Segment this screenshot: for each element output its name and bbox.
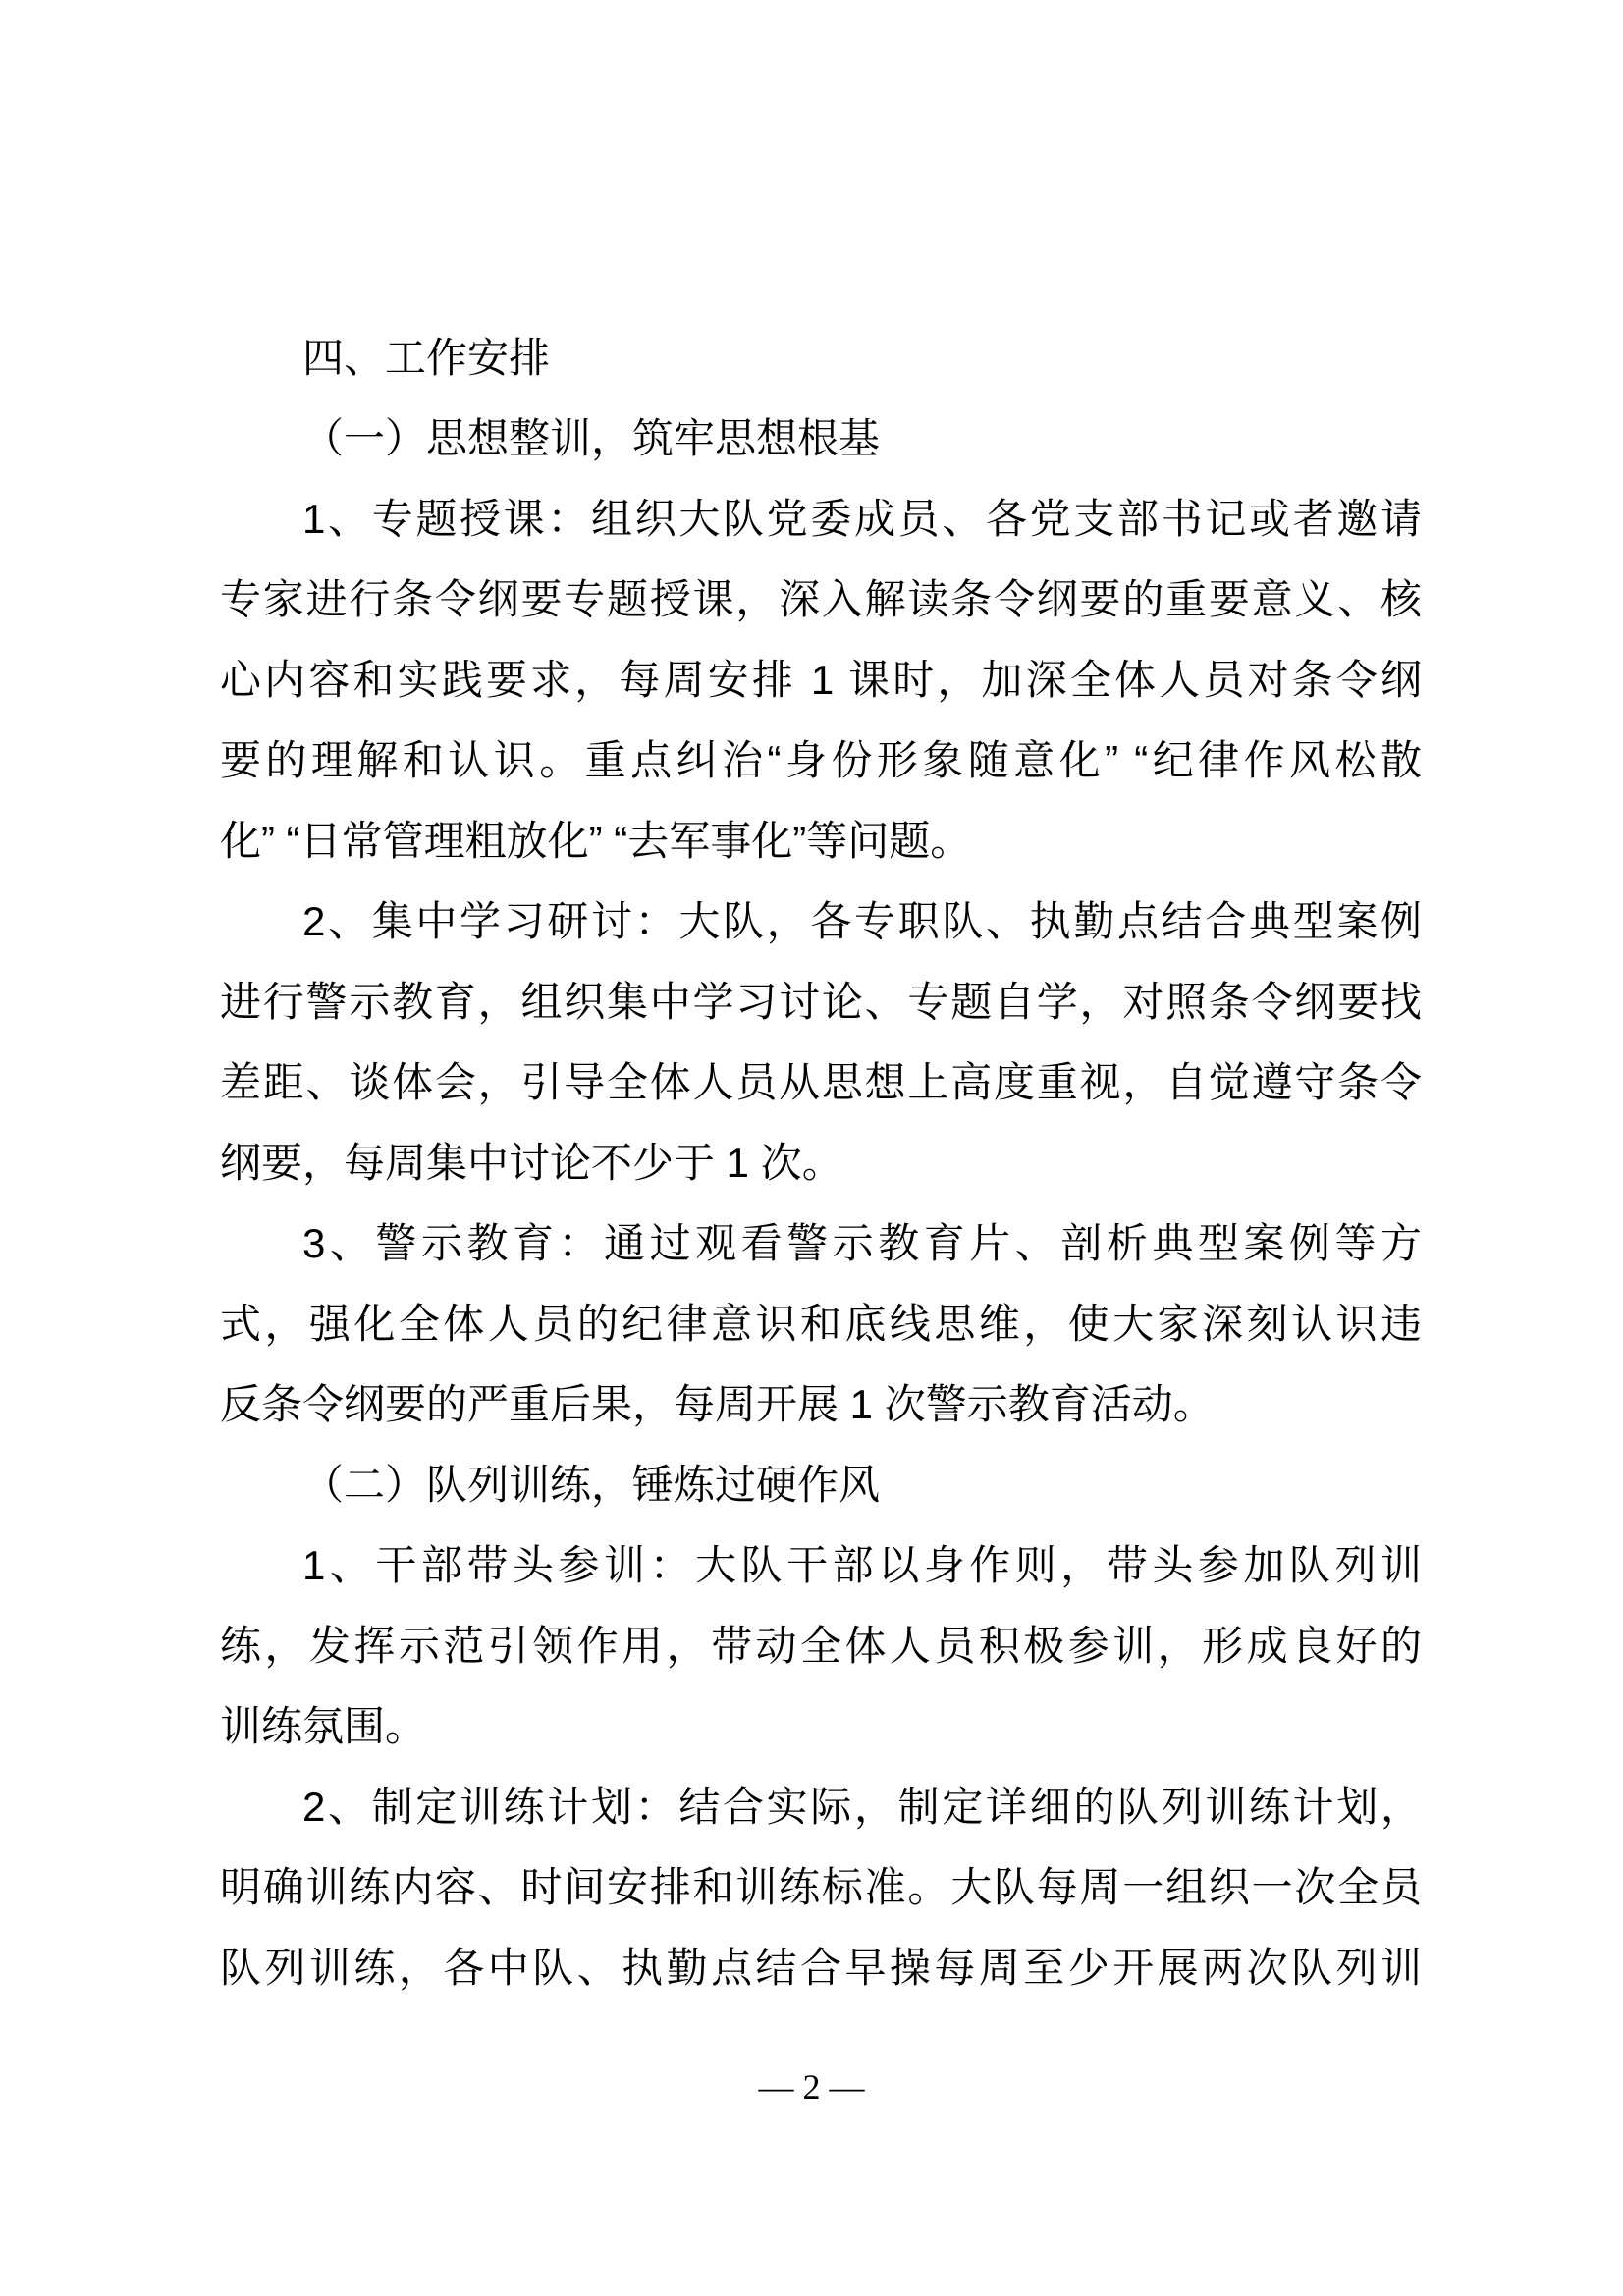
text-line-17: 练，发挥示范引领作用，带动全体人员积极参训，形成良好的 <box>220 1623 1422 1669</box>
text-line-18: 训练氛围。 <box>220 1703 427 1749</box>
text-line-21: 队列训练，各中队、执勤点结合早操每周至少开展两次队列训 <box>220 1945 1422 1991</box>
text-line-7: 化” “日常管理粗放化” “去军事化”等问题。 <box>220 818 972 864</box>
text-line-6: 要的理解和认识。重点纠治“身份形象随意化” “纪律作风松散 <box>220 737 1422 783</box>
text-line-12: 3、警示教育：通过观看警示教育片、剖析典型案例等方 <box>302 1220 1422 1266</box>
text-line-10: 差距、谈体会，引导全体人员从思想上高度重视，自觉遵守条令 <box>220 1059 1422 1105</box>
text-line-16: 1、干部带头参训：大队干部以身作则，带头参加队列训 <box>302 1542 1422 1588</box>
text-line-15: （二）队列训练，锤炼过硬作风 <box>302 1462 881 1508</box>
text-line-3: 1、专题授课：组织大队党委成员、各党支部书记或者邀请 <box>302 496 1422 542</box>
text-line-9: 进行警示教育，组织集中学习讨论、专题自学，对照条令纲要找 <box>220 979 1422 1025</box>
text-line-5: 心内容和实践要求，每周安排 1 课时，加深全体人员对条令纲 <box>220 657 1422 703</box>
text-line-4: 专家进行条令纲要专题授课，深入解读条令纲要的重要意义、核 <box>220 576 1422 622</box>
text-line-11: 纲要，每周集中讨论不少于 1 次。 <box>220 1140 843 1186</box>
text-line-20: 明确训练内容、时间安排和训练标准。大队每周一组织一次全员 <box>220 1864 1422 1910</box>
page-number: — 2 — <box>758 2067 865 2107</box>
text-line-2: （一）思想整训，筑牢思想根基 <box>302 415 881 461</box>
text-line-1: 四、工作安排 <box>302 335 551 381</box>
text-line-19: 2、制定训练计划：结合实际，制定详细的队列训练计划， <box>302 1784 1422 1830</box>
text-line-8: 2、集中学习研讨：大队，各专职队、执勤点结合典型案例 <box>302 898 1422 944</box>
document-body <box>220 318 1422 2008</box>
page-footer <box>0 2065 1623 2109</box>
text-line-14: 反条令纲要的严重后果，每周开展 1 次警示教育活动。 <box>220 1381 1215 1427</box>
text-line-13: 式，强化全体人员的纪律意识和底线思维，使大家深刻认识违 <box>220 1301 1422 1347</box>
